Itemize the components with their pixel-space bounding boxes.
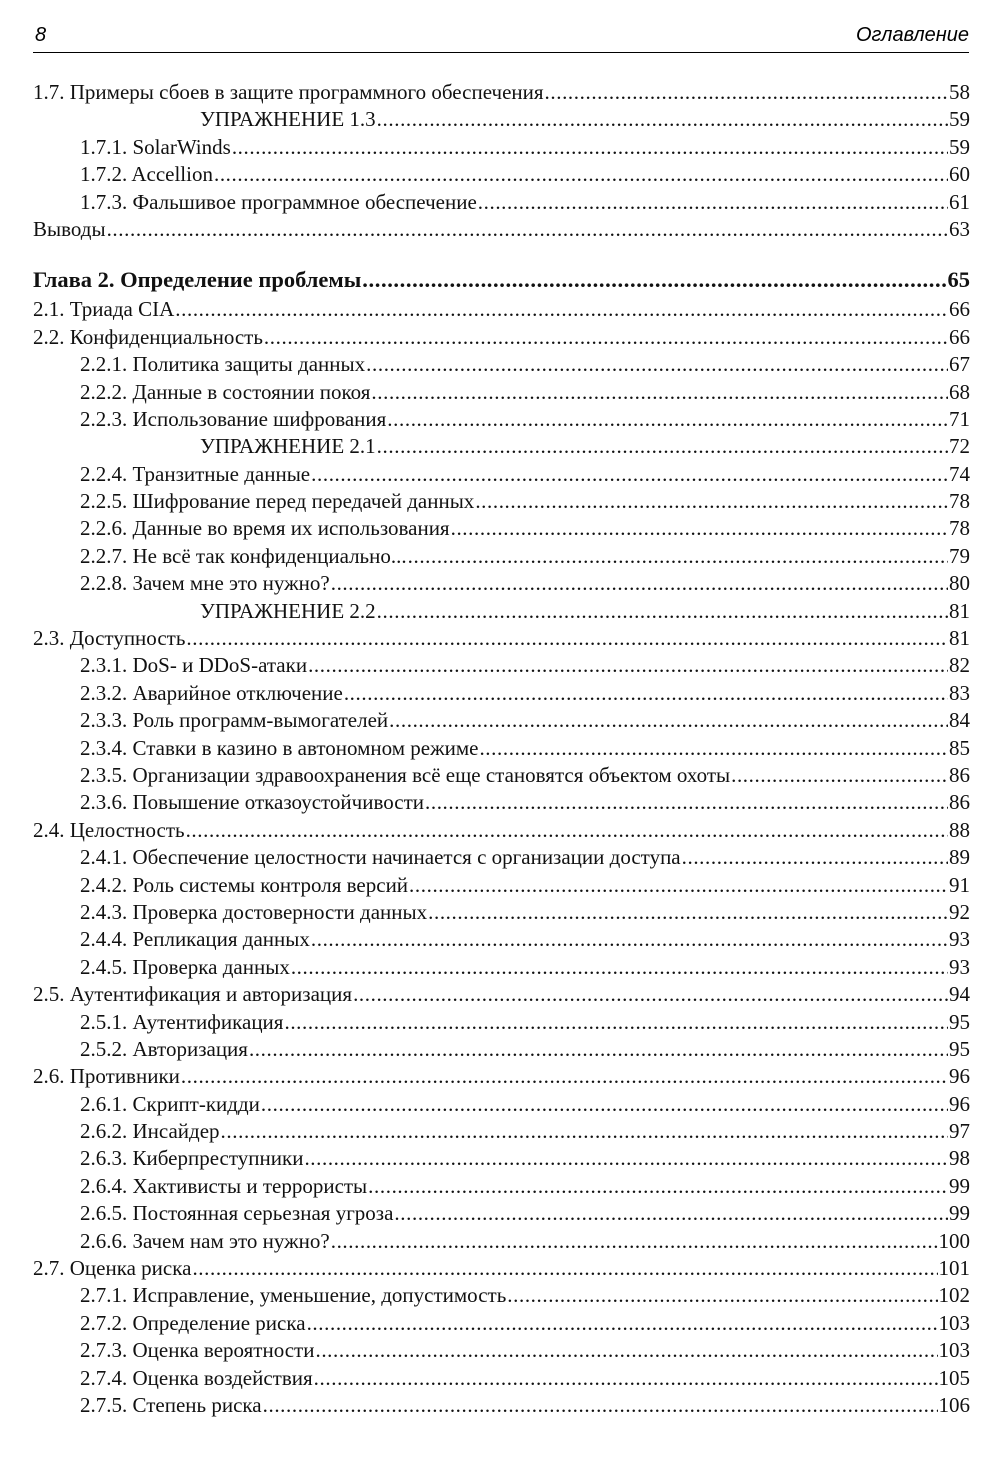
- toc-entry-title: 2.7.3. Оценка вероятности: [80, 1338, 315, 1363]
- toc-entry-page: 95: [949, 1009, 970, 1034]
- toc-entry-title: 2.7.2. Определение риска: [80, 1310, 306, 1335]
- toc-entry-page: 95: [949, 1036, 970, 1061]
- toc-entry-page: 100: [938, 1228, 970, 1253]
- toc-entry-page: 81: [949, 598, 970, 623]
- toc-entry: [33, 652, 970, 679]
- toc-entry-page: 98: [949, 1146, 970, 1171]
- toc-entry-page: 65: [947, 267, 970, 293]
- toc-entry: [33, 1009, 970, 1036]
- toc-entry-title: Глава 2. Определение проблемы: [33, 267, 362, 293]
- toc-entry-page: 97: [949, 1119, 970, 1144]
- toc-chapter-entry: [33, 264, 970, 296]
- toc-entry-page: 60: [949, 162, 970, 187]
- toc-entry: [33, 543, 970, 570]
- toc-entry: [33, 954, 970, 981]
- toc-entry-title: 2.6.5. Постоянная серьезная угроза: [80, 1201, 394, 1226]
- toc-entry-page: 86: [949, 790, 970, 815]
- toc-entry-page: 83: [949, 680, 970, 705]
- section-title: Оглавление: [855, 24, 969, 46]
- toc-entry-title: 2.6. Противники: [33, 1064, 180, 1089]
- toc-entry: [33, 707, 970, 734]
- toc-entry-page: 94: [949, 982, 970, 1007]
- toc-entry-page: 103: [938, 1338, 970, 1363]
- toc-entry-title: 2.3.5. Организации здравоохранения всё еще становятся объектом охоты: [80, 762, 731, 787]
- dot-leader: [315, 1337, 937, 1364]
- toc-entry-title: 2.2.6. Данные во время их использования: [80, 516, 450, 541]
- toc-entry: [33, 351, 970, 378]
- dot-leader: [408, 543, 948, 570]
- toc-entry: [33, 1063, 970, 1090]
- toc-entry: [33, 1392, 970, 1419]
- toc-entry: [33, 79, 970, 106]
- toc-entry-title: 2.3.4. Ставки в казино в автономном режиме: [80, 735, 479, 760]
- toc-entry-title: 2.2.8. Зачем мне это нужно?: [80, 571, 330, 596]
- dot-leader: [344, 680, 948, 707]
- toc-entry-title: 2.2. Конфиденциальность: [33, 324, 263, 349]
- dot-leader: [264, 324, 948, 351]
- toc-entry-title: 2.4.3. Проверка достоверности данных: [80, 899, 428, 924]
- toc-entry-page: 102: [938, 1283, 970, 1308]
- dot-leader: [362, 264, 946, 296]
- toc-entry-page: 89: [949, 845, 970, 870]
- toc-entry-title: 2.6.4. Хактивисты и террористы: [80, 1173, 368, 1198]
- toc-entry-title: 1.7.1. SolarWinds: [80, 134, 231, 159]
- toc-entry-page: 59: [949, 134, 970, 159]
- toc-entry: [33, 161, 970, 188]
- toc-entry-page: 66: [949, 297, 970, 322]
- toc-entry-title: УПРАЖНЕНИЕ 1.3: [200, 107, 376, 132]
- toc-entry-page: 105: [938, 1365, 970, 1390]
- dot-leader: [366, 351, 948, 378]
- dot-leader: [371, 379, 948, 406]
- toc-entry-page: 61: [949, 189, 970, 214]
- toc-entry: [33, 926, 970, 953]
- toc-entry-title: 2.3.2. Аварийное отключение: [80, 680, 343, 705]
- dot-leader: [479, 735, 948, 762]
- running-header: [33, 22, 969, 53]
- toc-entry-page: 91: [949, 872, 970, 897]
- toc-entry: [33, 1365, 970, 1392]
- toc-entry-title: 2.7.1. Исправление, уменьшение, допустимость: [80, 1283, 507, 1308]
- toc-entry: [33, 789, 970, 816]
- dot-leader: [214, 161, 948, 188]
- toc-entry-title: 2.2.2. Данные в состоянии покоя: [80, 379, 371, 404]
- toc-entry-title: 2.7.4. Оценка воздействия: [80, 1365, 313, 1390]
- dot-leader: [331, 1228, 938, 1255]
- dot-leader: [731, 762, 948, 789]
- toc-entry-page: 78: [949, 489, 970, 514]
- toc-entry-page: 85: [949, 735, 970, 760]
- toc-entry: [33, 1036, 970, 1063]
- dot-leader: [387, 406, 948, 433]
- toc-entry-title: 2.4. Целостность: [33, 817, 185, 842]
- toc-entry: [33, 216, 970, 243]
- toc-entry-page: 92: [949, 899, 970, 924]
- dot-leader: [263, 1392, 938, 1419]
- toc-entry-page: 71: [949, 406, 970, 431]
- toc-entry: [33, 1173, 970, 1200]
- toc-entry-title: 1.7.2. Accellion: [80, 162, 213, 187]
- toc-entry-title: 2.3.3. Роль программ-вымогателей: [80, 708, 389, 733]
- toc-entry-title: 2.7. Оценка риска: [33, 1256, 192, 1281]
- toc-entry: [33, 1337, 970, 1364]
- dot-leader: [186, 817, 948, 844]
- toc-entry: [33, 735, 970, 762]
- toc-entry-page: 106: [938, 1392, 970, 1417]
- toc-entry-title: 2.2.3. Использование шифрования: [80, 406, 387, 431]
- dot-leader: [451, 515, 948, 542]
- toc-entry-page: 93: [949, 927, 970, 952]
- toc-entry: [33, 134, 970, 161]
- toc-entry: [33, 1145, 970, 1172]
- toc-entry-title: 2.2.7. Не всё так конфиденциально...: [80, 543, 407, 568]
- dot-leader: [192, 1255, 937, 1282]
- dot-leader: [368, 1173, 948, 1200]
- toc-entry: [33, 1282, 970, 1309]
- toc-entry: [33, 1255, 970, 1282]
- toc-entry: [33, 680, 970, 707]
- toc-entry: [33, 981, 970, 1008]
- dot-leader: [507, 1282, 937, 1309]
- dot-leader: [475, 488, 948, 515]
- toc-entry-page: 99: [949, 1173, 970, 1198]
- dot-leader: [307, 1310, 938, 1337]
- toc-entry-page: 72: [949, 434, 970, 459]
- dot-leader: [291, 954, 948, 981]
- toc-entry-title: 2.3.6. Повышение отказоустойчивости: [80, 790, 424, 815]
- toc-entry: [33, 1091, 970, 1118]
- toc-entry-title: 2.7.5. Степень риска: [80, 1392, 262, 1417]
- toc-entry: [33, 189, 970, 216]
- toc-entry-title: 2.2.1. Политика защиты данных: [80, 352, 366, 377]
- dot-leader: [232, 134, 948, 161]
- dot-leader: [261, 1091, 948, 1118]
- toc-entry-page: 63: [949, 216, 970, 241]
- toc-entry: [33, 296, 970, 323]
- toc-entry-page: 93: [949, 954, 970, 979]
- toc-entry-title: 2.6.6. Зачем нам это нужно?: [80, 1228, 330, 1253]
- toc-entry: [33, 324, 970, 351]
- dot-leader: [377, 598, 948, 625]
- toc-entry-page: 96: [949, 1091, 970, 1116]
- toc-entry-title: 2.5.1. Аутентификация: [80, 1009, 284, 1034]
- toc-entry-page: 80: [949, 571, 970, 596]
- dot-leader: [377, 433, 948, 460]
- toc-entry-title: 2.5.2. Авторизация: [80, 1036, 248, 1061]
- toc-entry-page: 66: [949, 324, 970, 349]
- toc-entry-page: 84: [949, 708, 970, 733]
- dot-leader: [175, 296, 948, 323]
- toc-entry-page: 58: [949, 80, 970, 104]
- toc-entry-page: 88: [949, 817, 970, 842]
- dot-leader: [181, 1063, 948, 1090]
- page-number: 8: [35, 24, 47, 46]
- dot-leader: [377, 106, 948, 133]
- dot-leader: [389, 707, 948, 734]
- dot-leader: [221, 1118, 948, 1145]
- toc-entry-title: 2.6.3. Киберпреступники: [80, 1146, 304, 1171]
- toc-entry-title: 2.4.1. Обеспечение целостности начинается с организации доступа: [80, 845, 681, 870]
- toc-entry: [33, 872, 970, 899]
- dot-leader: [425, 789, 948, 816]
- dot-leader: [107, 216, 948, 243]
- dot-leader: [478, 189, 948, 216]
- table-of-contents: [33, 79, 970, 1419]
- dot-leader: [682, 844, 948, 871]
- toc-entry-title: 2.3. Доступность: [33, 626, 186, 651]
- dot-leader: [394, 1200, 948, 1227]
- dot-leader: [409, 872, 948, 899]
- toc-entry-title: 2.2.5. Шифрование перед передачей данных: [80, 489, 475, 514]
- toc-entry-page: 101: [938, 1256, 970, 1281]
- toc-entry-title: 2.6.1. Скрипт-кидди: [80, 1091, 260, 1116]
- toc-entry-page: 74: [949, 461, 970, 486]
- toc-entry-page: 103: [938, 1310, 970, 1335]
- toc-entry: [33, 106, 970, 133]
- toc-entry-title: Выводы: [33, 216, 106, 241]
- toc-entry: [33, 379, 970, 406]
- dot-leader: [314, 1365, 938, 1392]
- toc-entry-title: 1.7.3. Фальшивое программное обеспечение: [80, 189, 477, 214]
- dot-leader: [311, 926, 948, 953]
- dot-leader: [284, 1009, 948, 1036]
- toc-entry: [33, 1118, 970, 1145]
- toc-entry-page: 68: [949, 379, 970, 404]
- dot-leader: [428, 899, 948, 926]
- dot-leader: [308, 652, 948, 679]
- toc-entry: [33, 433, 970, 460]
- toc-entry-page: 59: [949, 107, 970, 132]
- toc-entry: [33, 762, 970, 789]
- toc-entry: [33, 1228, 970, 1255]
- toc-entry: [33, 488, 970, 515]
- dot-leader: [545, 79, 948, 106]
- dot-leader: [304, 1145, 948, 1172]
- dot-leader: [186, 625, 948, 652]
- toc-entry-title: 2.2.4. Транзитные данные: [80, 461, 311, 486]
- toc-entry-page: 79: [949, 543, 970, 568]
- toc-entry: [33, 515, 970, 542]
- toc-entry-title: 2.5. Аутентификация и авторизация: [33, 982, 353, 1007]
- toc-entry: [33, 817, 970, 844]
- dot-leader: [249, 1036, 948, 1063]
- dot-leader: [353, 981, 948, 1008]
- toc-entry: [33, 570, 970, 597]
- toc-entry-title: 1.7. Примеры сбоев в защите программного обеспечения: [33, 80, 544, 104]
- toc-entry-title: 2.4.2. Роль системы контроля версий: [80, 872, 409, 897]
- toc-entry-page: 82: [949, 653, 970, 678]
- toc-entry-title: 2.1. Триада CIA: [33, 297, 175, 322]
- toc-entry: [33, 899, 970, 926]
- toc-entry: [33, 461, 970, 488]
- toc-entry: [33, 598, 970, 625]
- toc-entry-title: 2.6.2. Инсайдер: [80, 1119, 220, 1144]
- toc-entry: [33, 844, 970, 871]
- toc-entry-title: УПРАЖНЕНИЕ 2.1: [200, 434, 376, 459]
- toc-entry: [33, 1200, 970, 1227]
- toc-entry-title: 2.3.1. DoS- и DDoS-атаки: [80, 653, 308, 678]
- toc-entry-title: 2.4.4. Репликация данных: [80, 927, 310, 952]
- toc-entry-page: 78: [949, 516, 970, 541]
- toc-entry-page: 67: [949, 352, 970, 377]
- dot-leader: [311, 461, 948, 488]
- toc-entry: [33, 625, 970, 652]
- toc-entry-page: 86: [949, 762, 970, 787]
- toc-entry-title: УПРАЖНЕНИЕ 2.2: [200, 598, 376, 623]
- toc-entry-page: 81: [949, 626, 970, 651]
- toc-entry-title: 2.4.5. Проверка данных: [80, 954, 290, 979]
- toc-entry-page: 99: [949, 1201, 970, 1226]
- toc-entry: [33, 1310, 970, 1337]
- toc-entry: [33, 406, 970, 433]
- dot-leader: [331, 570, 948, 597]
- toc-entry-page: 96: [949, 1064, 970, 1089]
